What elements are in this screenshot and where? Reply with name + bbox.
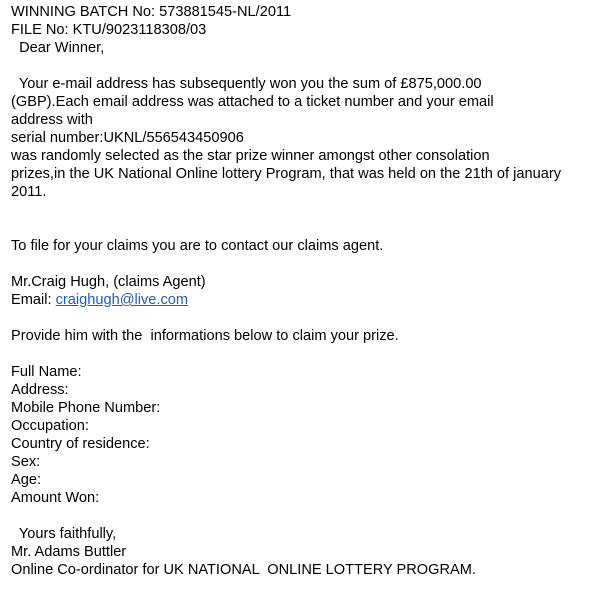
email-link[interactable]: craighugh@live.com xyxy=(55,292,189,308)
email-label: Email: xyxy=(11,292,56,308)
paragraph-line: was randomly selected as the star prize winner amongst other consolation xyxy=(11,148,490,164)
file-number-line: FILE No: KTU/9023118308/03 xyxy=(11,22,207,38)
spacer xyxy=(11,507,601,525)
form-field-sex: Sex: xyxy=(11,454,41,470)
serial-number-line: serial number:UKNL/556543450906 xyxy=(11,130,244,146)
winning-batch-line: WINNING BATCH No: 573881545-NL/2011 xyxy=(11,4,292,20)
signer-name: Mr. Adams Buttler xyxy=(11,544,127,560)
paragraph-line: Your e-mail address has subsequently won you the sum of £875,000.00 xyxy=(11,76,482,92)
paragraph-line: 2011. xyxy=(11,184,47,200)
contact-intro: To file for your claims you are to contact our claims agent. xyxy=(11,238,384,254)
greeting: Dear Winner, xyxy=(11,40,105,56)
form-field-occupation: Occupation: xyxy=(11,418,89,434)
spacer xyxy=(11,57,601,75)
spacer xyxy=(11,219,601,237)
form-field-age: Age: xyxy=(11,472,42,488)
email-body xyxy=(11,3,601,579)
form-field-address: Address: xyxy=(11,382,69,398)
form-field-full-name: Full Name: xyxy=(11,364,82,380)
provide-info-line: Provide him with the informations below to claim your prize. xyxy=(11,328,399,344)
form-field-mobile-phone: Mobile Phone Number: xyxy=(11,400,161,416)
agent-name: Mr.Craig Hugh, (claims Agent) xyxy=(11,274,206,290)
spacer xyxy=(11,255,601,273)
spacer xyxy=(11,201,601,219)
paragraph-line: (GBP).Each email address was attached to a ticket number and your email xyxy=(11,94,494,110)
paragraph-line: prizes,in the UK National Online lottery Program, that was held on the 21th of january xyxy=(11,166,561,182)
email-line xyxy=(11,291,601,309)
signer-title: Online Co-ordinator for UK NATIONAL ONLINE LOTTERY PROGRAM. xyxy=(11,562,476,578)
paragraph-line: address with xyxy=(11,112,93,128)
spacer xyxy=(11,309,601,327)
form-field-country: Country of residence: xyxy=(11,436,150,452)
spacer xyxy=(11,345,601,363)
signoff: Yours faithfully, xyxy=(11,526,117,542)
form-field-amount-won: Amount Won: xyxy=(11,490,100,506)
